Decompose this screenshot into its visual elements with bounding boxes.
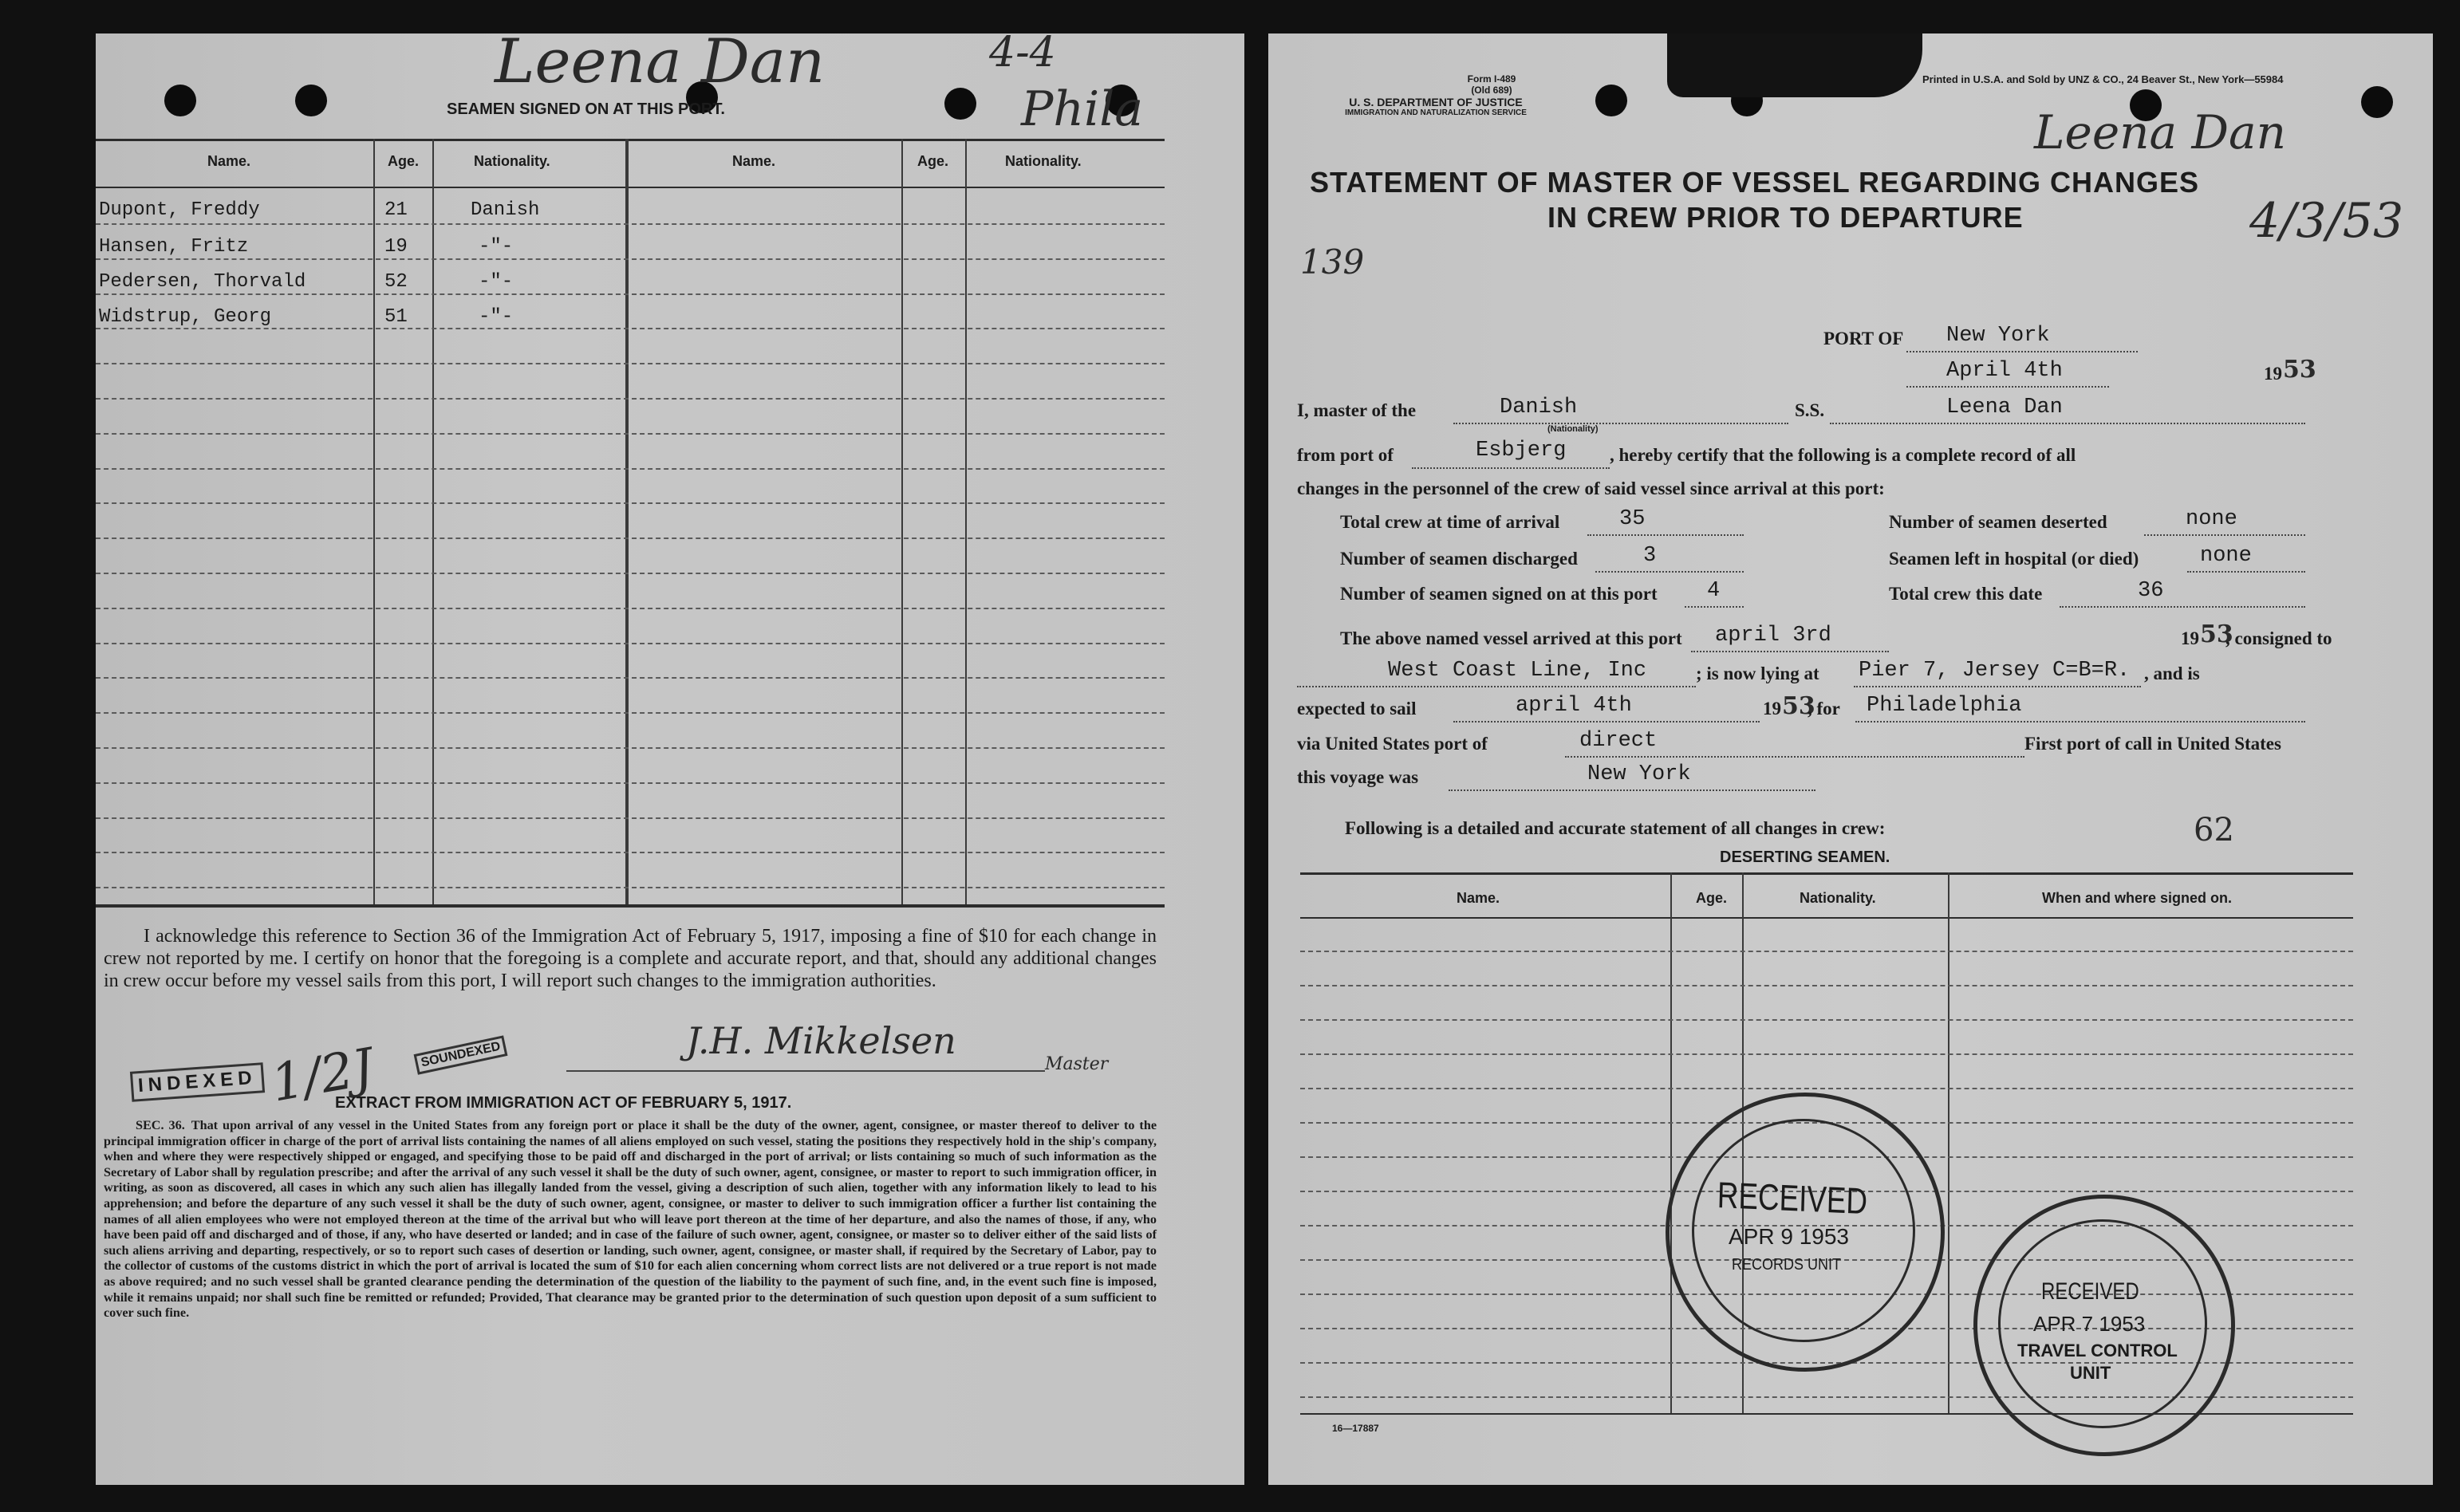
col-name: Name.	[1457, 890, 1500, 906]
row-rule	[96, 712, 1165, 714]
col-nationality-2: Nationality.	[1005, 153, 1082, 169]
row-rule	[96, 328, 1165, 329]
table-row-age: 52	[384, 271, 408, 293]
col-age: Age.	[388, 153, 420, 169]
destination-value: Philadelphia	[1867, 694, 2022, 718]
row-rule	[96, 537, 1165, 539]
master-signature: J.H. Mikkelsen	[686, 1019, 956, 1062]
stamp-received: RECEIVED	[1717, 1174, 1868, 1223]
changes-text: changes in the personnel of the crew of said vessel since arrival at this port:	[1297, 478, 1885, 498]
row-rule	[96, 502, 1165, 504]
handwritten-port: Phila	[1021, 81, 1144, 137]
stamp2-office: TRAVEL CONTROL	[2017, 1341, 2178, 1360]
total-crew-date-value: 36	[2138, 579, 2164, 603]
punch-hole	[164, 85, 196, 116]
col-name-2: Name.	[732, 153, 776, 169]
row-rule	[96, 608, 1165, 609]
table-row-nationality: -"-	[479, 236, 514, 258]
col-name: Name.	[207, 153, 251, 169]
table-row-name: Widstrup, Georg	[99, 306, 272, 328]
row-rule	[1300, 951, 2353, 952]
indexed-stamp: INDEXED	[130, 1062, 265, 1102]
stamp2-unit: UNIT	[2070, 1363, 2111, 1383]
from-port-label: from port of	[1297, 445, 1394, 465]
expected-year-prefix: 19	[1763, 699, 1781, 719]
master-of-label: I, master of the	[1297, 400, 1417, 420]
first-call-label: First port of call in United States	[2024, 734, 2281, 754]
voyage-label: this voyage was	[1297, 767, 1419, 787]
col-nationality: Nationality.	[1800, 890, 1876, 906]
table-row-nationality: Danish	[471, 199, 540, 221]
handwritten-check: 1/2J	[266, 1038, 379, 1114]
form-title-line1: STATEMENT OF MASTER OF VESSEL REGARDING CHANGES	[1310, 166, 2200, 199]
row-rule	[96, 223, 1165, 225]
torn-paper-area	[1667, 33, 1922, 97]
row-rule	[1300, 1019, 2353, 1021]
punch-hole	[2361, 86, 2393, 118]
row-rule	[96, 293, 1165, 295]
deserting-header: DESERTING SEAMEN.	[1720, 849, 1890, 866]
row-rule	[96, 677, 1165, 679]
via-label: via United States port of	[1297, 734, 1488, 754]
handwritten-ship-name: Leena Dan	[2034, 105, 2286, 159]
punch-hole	[944, 88, 976, 120]
hospital-value: none	[2200, 544, 2252, 568]
port-of-value: New York	[1946, 324, 2050, 348]
row-rule	[1300, 1053, 2353, 1055]
year-value: 53	[2283, 356, 2316, 384]
form-number: Form I-489	[1467, 73, 1516, 85]
expected-value: april 4th	[1516, 694, 1632, 718]
table-row-name: Hansen, Fritz	[99, 236, 249, 258]
table-row-name: Pedersen, Thorvald	[99, 271, 306, 293]
consigned-label: , consigned to	[2225, 628, 2332, 648]
table-row-nationality: -"-	[479, 306, 514, 328]
col-age-2: Age.	[917, 153, 949, 169]
row-rule	[96, 852, 1165, 853]
hospital-label: Seamen left in hospital (or died)	[1889, 549, 2139, 569]
ss-label: S.S.	[1795, 400, 1825, 420]
table-row-age: 19	[384, 236, 408, 258]
handwritten-ship-name: Leena Dan	[495, 33, 826, 96]
master-label: Master	[1045, 1054, 1109, 1074]
handwritten-62: 62	[2194, 812, 2234, 849]
row-rule	[96, 468, 1165, 470]
following-text: Following is a detailed and accurate statement of all changes in crew:	[1345, 818, 1886, 838]
row-rule	[1300, 985, 2353, 986]
discharged-value: 3	[1643, 544, 1657, 568]
handwritten-date: 4-4	[989, 33, 1056, 77]
stamp2-received: RECEIVED	[2041, 1278, 2139, 1305]
received-stamp-travel-control	[1973, 1195, 2235, 1456]
arrived-year-value: 53	[2200, 620, 2233, 648]
deserted-value: none	[2186, 507, 2237, 531]
lying-label: ; is now lying at	[1696, 663, 1819, 683]
handwritten-date: 4/3/53	[2249, 193, 2404, 249]
discharged-label: Number of seamen discharged	[1340, 549, 1578, 569]
table-row-name: Dupont, Freddy	[99, 199, 260, 221]
expected-year-value: 53	[1782, 692, 1815, 720]
stamp2-date: APR 7 1953	[2033, 1312, 2146, 1336]
left-page	[96, 33, 1244, 1485]
form-title-line2: IN CREW PRIOR TO DEPARTURE	[1547, 201, 2024, 234]
consignee-value: West Coast Line, Inc	[1388, 659, 1647, 683]
for-label: , for	[1808, 699, 1840, 719]
ship-name-value: Leena Dan	[1946, 396, 2063, 419]
col-signed-on: When and where signed on.	[2042, 890, 2233, 906]
row-rule	[96, 817, 1165, 819]
handwritten-number: 139	[1300, 242, 1365, 282]
total-crew-date-label: Total crew this date	[1889, 584, 2043, 604]
row-rule	[96, 782, 1165, 784]
soundexed-stamp: SOUNDEXED	[414, 1035, 508, 1074]
row-rule	[1300, 1088, 2353, 1089]
footer-code: 16—17887	[1332, 1423, 1379, 1434]
certify-text: , hereby certify that the following is a complete record of all	[1610, 445, 2076, 465]
via-value: direct	[1579, 729, 1658, 753]
extract-body	[104, 1118, 1157, 1321]
row-rule	[96, 573, 1165, 574]
deserted-label: Number of seamen deserted	[1889, 512, 2107, 532]
signed-on-label: Number of seamen signed on at this port	[1340, 584, 1658, 604]
stamp-date: APR 9 1953	[1729, 1224, 1849, 1249]
col-nationality: Nationality.	[474, 153, 550, 169]
voyage-value: New York	[1587, 762, 1691, 786]
row-rule	[96, 643, 1165, 644]
arrived-year-prefix: 19	[2181, 628, 2199, 648]
table-row-nationality: -"-	[479, 271, 514, 293]
stamp-unit: RECORDS UNIT	[1732, 1256, 1842, 1274]
total-crew-arrival-label: Total crew at time of arrival	[1340, 512, 1560, 532]
arrived-value: april 3rd	[1715, 624, 1831, 648]
port-of-label: PORT OF	[1823, 329, 1904, 348]
service-label: IMMIGRATION AND NATURALIZATION SERVICE	[1345, 108, 1527, 117]
printer-note: Printed in U.S.A. and Sold by UNZ & CO., 24 Beaver St., New York—55984	[1922, 73, 2284, 85]
total-crew-arrival-value: 35	[1619, 507, 1646, 531]
nationality-caption: (Nationality)	[1547, 424, 1599, 434]
right-page	[1268, 33, 2433, 1485]
department-label: U. S. DEPARTMENT OF JUSTICE	[1349, 96, 1523, 108]
signed-on-header: SEAMEN SIGNED ON AT THIS PORT.	[447, 100, 725, 118]
date-value: April 4th	[1946, 359, 2063, 383]
from-port-value: Esbjerg	[1476, 439, 1567, 463]
expected-label: expected to sail	[1297, 699, 1417, 719]
extract-section-label: SEC. 36.	[136, 1118, 185, 1132]
nationality-value: Danish	[1500, 396, 1578, 419]
row-rule	[96, 398, 1165, 400]
lying-value: Pier 7, Jersey C=B=R.	[1859, 659, 2131, 683]
punch-hole	[1595, 85, 1627, 116]
extract-text: That upon arrival of any vessel in the United States from any foreign port or place it shall be the duty of the owner, agent, consignee, or master thereof to deliver to the principal immigration officer in charge of the port of arrival lists containing the names of all aliens employed on such vessel, stating the positions they respectively hold in the ship's company, when and where they were respectively shipped or engaged, and specifying those to be paid off and discharged in the port of arrival; or lists containing so much of such information as the Secretary of Labor shall by regulation prescribe; and after the arrival of any such vessel it shall be the duty of such owner, agent, consignee, or master to report to such immigration officer, in writing, as soon as discovered, all cases in which any such alien has illegally landed from the vessel, giving a description of such alien, together with any information likely to lead to his apprehension; and before the departure of any such vessel it shall be the duty of such owner, agent, consignee, or master to deliver to such immigration officer a further list containing the names of all alien employees who were not employed thereon at the time of the arrival but who will leave port thereon at the time of her departure, and also the names of those, if any, who have been paid off and discharged and of those, if any, who have deserted or landed; and in case of the failure of such owner, agent, consignee, or master so to deliver either of the said lists of such aliens arriving and departing, respectively, or so to report such cases of desertion or landing, such owner, agent, consignee, or master shall, if required by the Secretary of Labor, pay to the collector of customs of the customs district in which the port of arrival is located the sum of $10 for each alien concerning whom correct lists are not delivered or a true report is not made as above required; and no such vessel shall be granted clearance pending the determination of the question of the liability to the payment of such fine, and, in the event such fine is imposed, while it remains unpaid; nor shall such fine be remitted or refunded; Provided, That clearance may be granted prior to the determination of such question upon deposit of a sum sufficient to cover such fine.	[104, 1118, 1157, 1321]
row-rule	[96, 433, 1165, 435]
arrived-label: The above named vessel arrived at this port	[1340, 628, 1682, 648]
signed-on-value: 4	[1707, 579, 1721, 603]
table-row-age: 51	[384, 306, 408, 328]
row-rule	[96, 258, 1165, 260]
received-stamp-records	[1666, 1093, 1945, 1372]
row-rule	[96, 747, 1165, 749]
acknowledgement-text: I acknowledge this reference to Section 36 of the Immigration Act of February 5, 1917, imposing a fine of $10 for each change in crew not reported by me. I certify on honor that the foregoing is a complete and accurate report, and that, should any additional changes in crew occur before my vessel sails from this port, I will report such changes to the immigration authorities.	[104, 926, 1157, 991]
extract-title: EXTRACT FROM IMMIGRATION ACT OF FEBRUARY 5, 1917.	[335, 1094, 792, 1112]
row-rule	[96, 887, 1165, 888]
form-old-number: (Old 689)	[1471, 85, 1512, 96]
col-age: Age.	[1696, 890, 1728, 906]
and-is-text: , and is	[2144, 663, 2200, 683]
year-prefix: 19	[2264, 364, 2282, 384]
row-rule	[96, 363, 1165, 364]
table-row-age: 21	[384, 199, 408, 221]
punch-hole	[295, 85, 327, 116]
